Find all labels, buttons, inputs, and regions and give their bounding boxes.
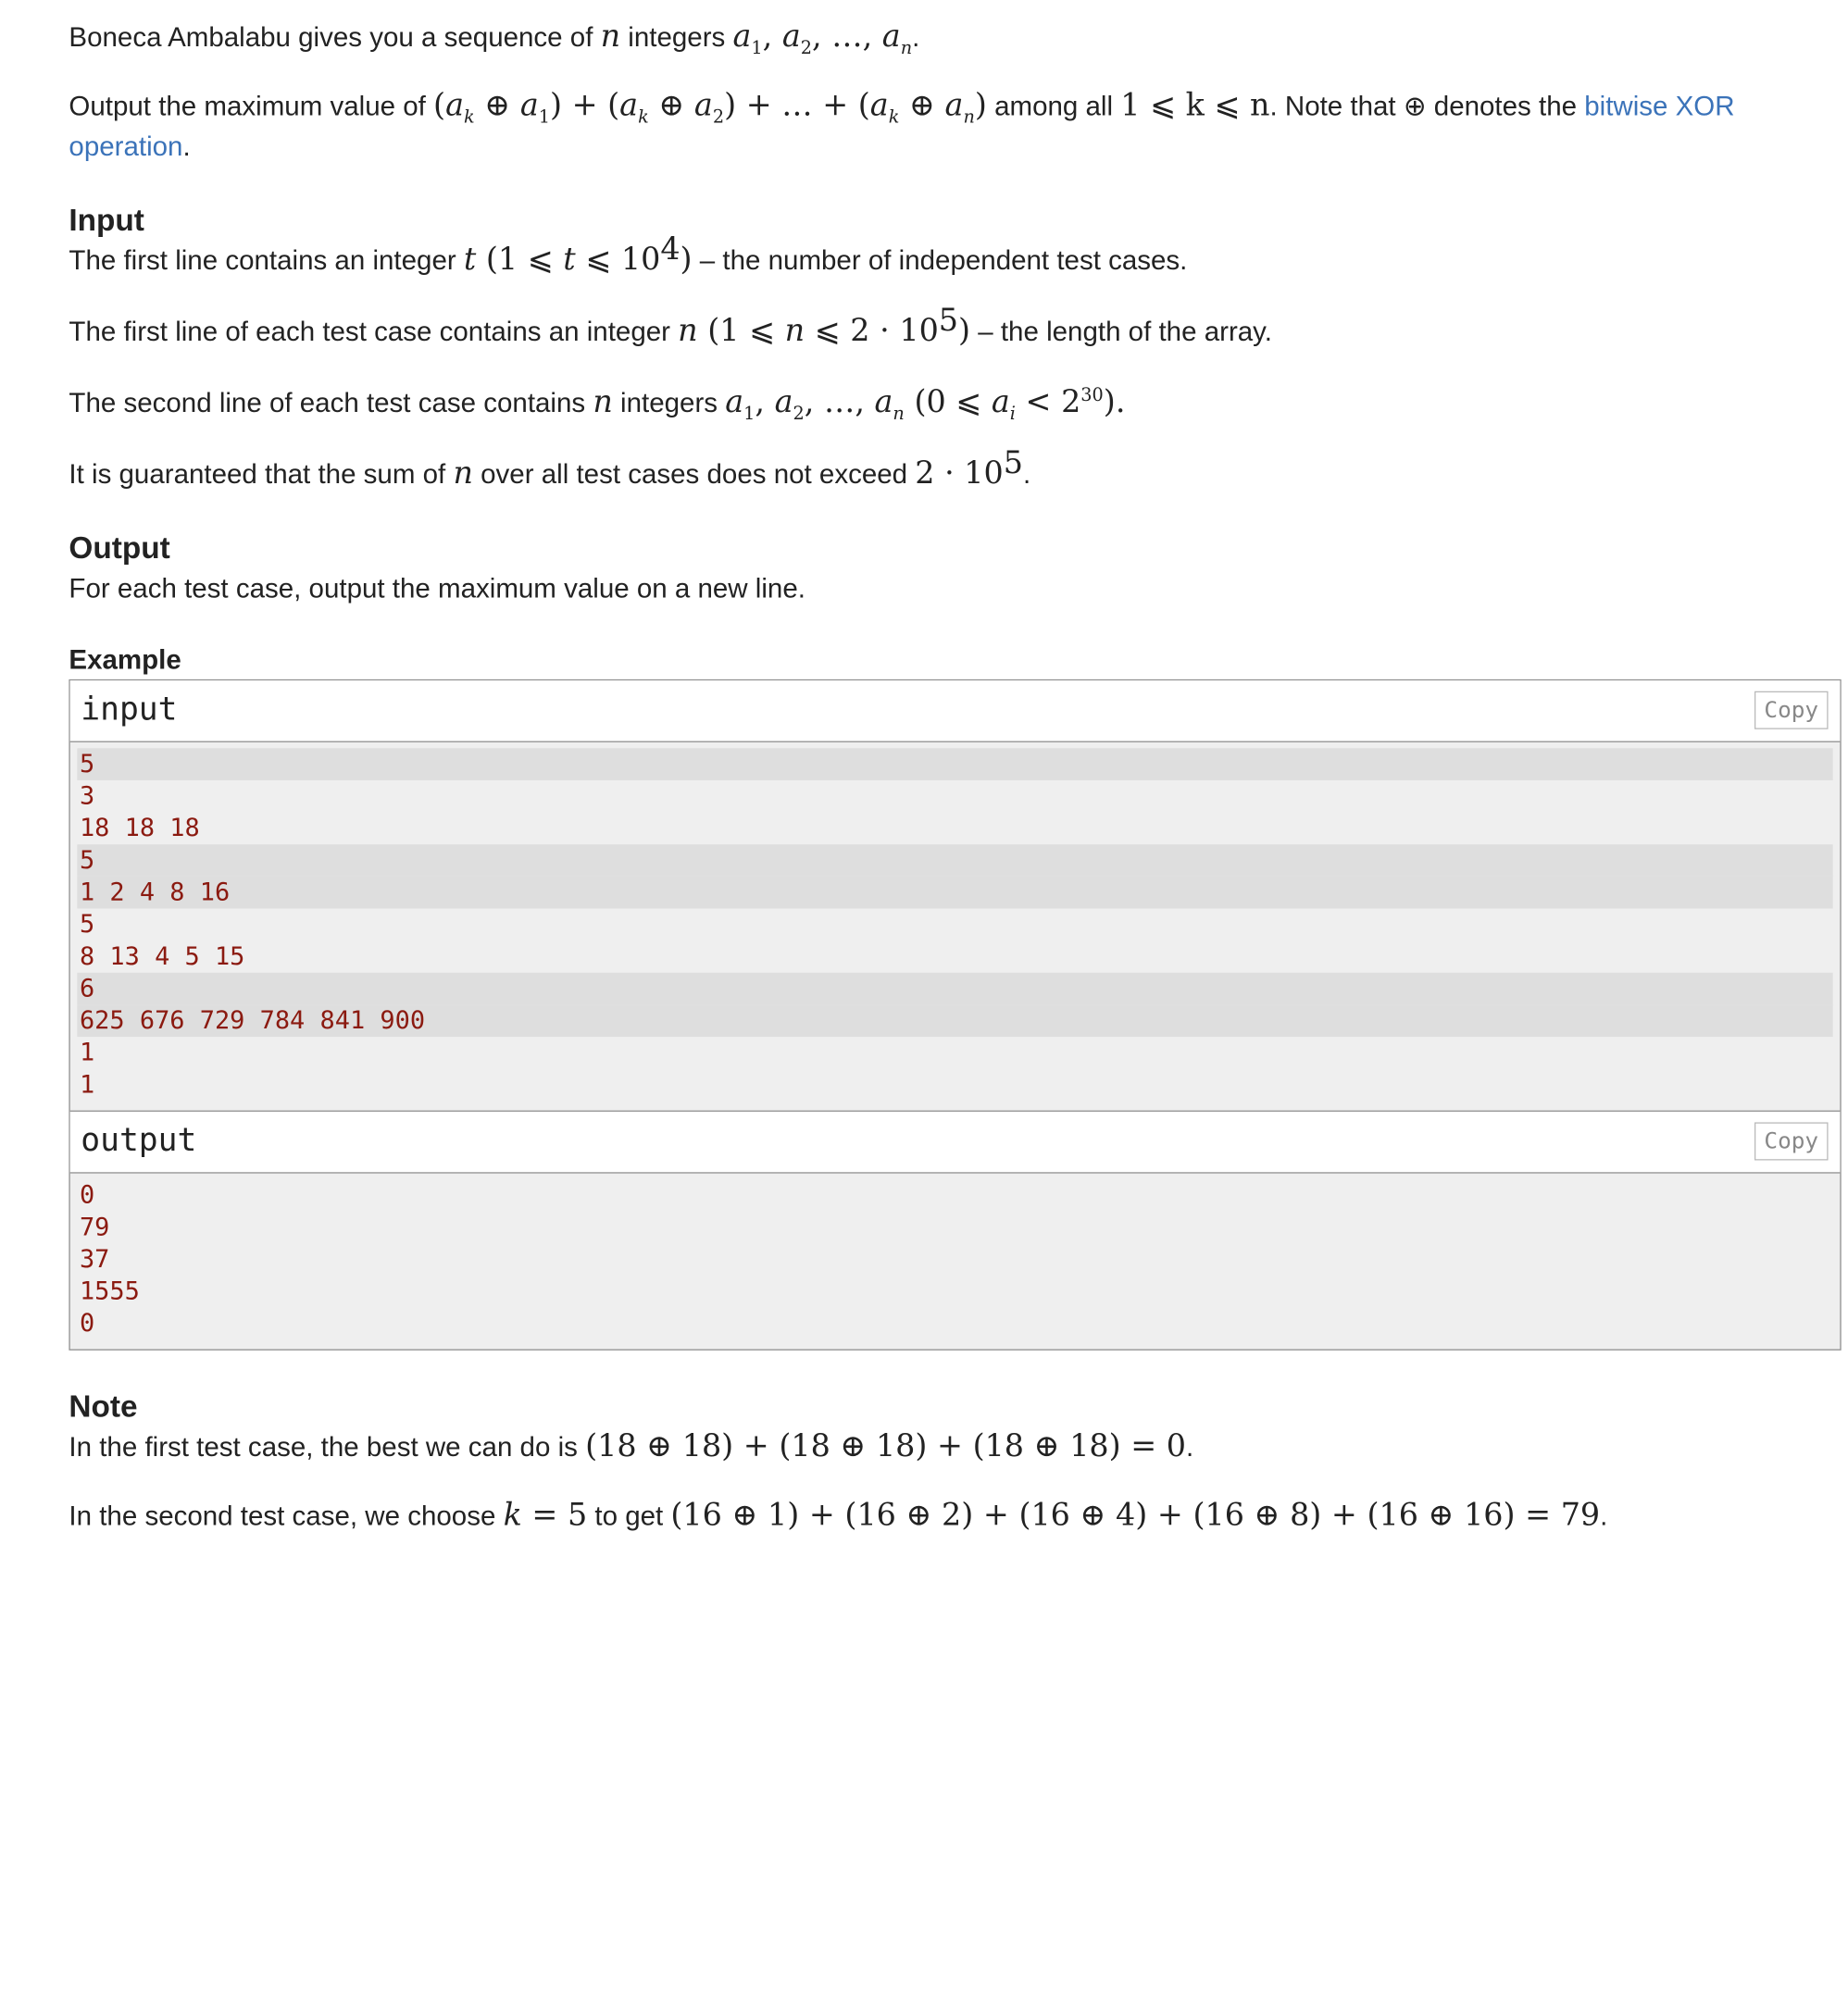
output-section-title: Output: [69, 529, 170, 566]
legend-paragraph-1: Boneca Ambalabu gives you a sequence of n integers $a_1$, $a_2$, …, $a_n$.: [69, 19, 920, 59]
input-line: 3: [79, 781, 95, 811]
input-header: [70, 680, 1841, 742]
input-line: 5: [77, 844, 1832, 877]
output-line: 0: [79, 1180, 95, 1210]
problem-statement: [69, 14, 1819, 1536]
input-label: input: [81, 691, 178, 729]
legend-paragraph-2: Output the maximum value of ($a_k$ ⊕ $a_1) + (a_k$ ⊕ $a_2$) + … + ($a_k$ ⊕ $a_n$) among all 1 ⩽ k ⩽ n. Note that ⊕ denotes the bitwise XOR operation.: [69, 87, 1735, 162]
input-line-4: It is guaranteed that the sum of n over all test cases does not exceed $2 \cdot 10^5$.: [69, 445, 1031, 492]
input-line: 18 18 18: [79, 813, 200, 842]
input-line: 5: [79, 909, 95, 939]
input-line: 1: [79, 1069, 95, 1099]
input-line: 6: [77, 973, 1832, 1005]
input-line-1: The first line contains an integer t (1 ⩽ t ⩽ $10^4$) – the number of independent test cases.: [69, 231, 1188, 279]
input-line-2: The first line of each test case contains an integer n (1 ⩽ n ⩽ $2 \cdot 10^5$) – the length of the array.: [69, 303, 1272, 350]
example-input-text: [70, 742, 1841, 1111]
output-line: 0: [79, 1308, 95, 1338]
copy-input-button[interactable]: Copy: [1754, 691, 1829, 729]
note-section-title: Note: [69, 1388, 138, 1425]
example-section: [69, 641, 1819, 1351]
output-text: For each test case, output the maximum value on a new line.: [69, 572, 805, 604]
output-line: 79: [79, 1212, 110, 1241]
note-section: [69, 1386, 1815, 1536]
example-box: [69, 679, 1841, 1351]
input-section-title: Input: [69, 202, 144, 238]
input-specification: [69, 200, 1815, 494]
input-line-3: The second line of each test case contains n integers $a_1$, $a_2$, …, $a_n$ (0 ⩽ $a_i < 2^{30}$).: [69, 383, 1126, 425]
output-header: [70, 1111, 1841, 1174]
input-line: 5: [77, 748, 1832, 780]
note-line-2: In the second test case, we choose k = 5 to get (16 ⊕ 1) + (16 ⊕ 2) + (16 ⊕ 4) + (16 ⊕ 8) + (16 ⊕ 16) = 79.: [69, 1497, 1608, 1534]
output-line: 37: [79, 1244, 110, 1274]
output-specification: [69, 528, 1815, 608]
input-line: 625 676 729 784 841 900: [77, 1004, 1832, 1037]
input-line: 1 2 4 8 16: [77, 877, 1832, 909]
note-line-1: In the first test case, the best we can do is (18 ⊕ 18) + (18 ⊕ 18) + (18 ⊕ 18) = 0.: [69, 1428, 1194, 1464]
example-title: Example: [69, 643, 181, 675]
output-label: output: [81, 1122, 197, 1160]
bitwise-xor-link[interactable]: bitwise XOR operation: [69, 90, 1735, 162]
copy-output-button[interactable]: Copy: [1754, 1122, 1829, 1160]
input-line: 1: [79, 1038, 95, 1067]
output-line: 1555: [79, 1276, 140, 1306]
example-output-text: [70, 1174, 1841, 1350]
input-line: 8 13 4 5 15: [79, 941, 245, 971]
